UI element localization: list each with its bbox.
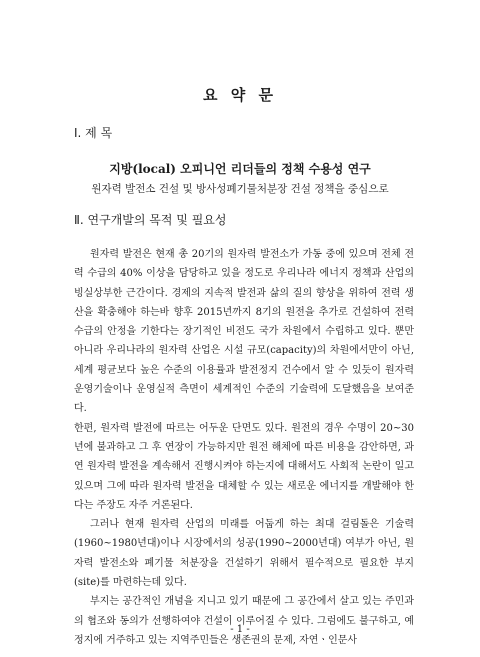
study-subtitle: 원자력 발전소 건설 및 방사성폐기물처분장 건설 정책을 중심으로 [91, 183, 389, 195]
paragraph-1: 원자력 발전은 현재 총 20기의 원자력 발전소가 가동 중에 있으며 전체 전력 수급의 40% 이상을 담당하고 있을 정도로 우리나라 에너지 정책과 산업의 빙실상부한 근간이다. 경제의 지속적 발전과 삶의 질의 향상을 위하여 전력 생산을 확충해야 하는바 향후 2015년까지 8기의 원전을 추가로 건설하여 전력수급의 안정을 기한다는 장기적인 비전도 국가 차원에서 수립하고 있다. 뿐만 아니라 우리나라의 원자력 산업은 시설 규모(capacity)의 차원에서만이 아닌, 세계 평균보다 높은 수준의 이용률과 발전정지 건수에서 알 수 있듯이 원자력 운영기술이나 운영실적 측면이 세계적인 수준의 기술력에 도달했음을 보여준다. [74, 249, 414, 415]
paragraph-2: 한편, 원자력 발전에 따르는 어두운 단면도 있다. 원전의 경우 수명이 20~30년에 불과하고 그 후 연장이 가능하지만 원전 해체에 따른 비용을 감안하면, 과연 원자력 발전을 계속해서 진행시켜야 하는지에 대해서도 사회적 논란이 일고 있으며 그에 따라 원자력 발전을 대체할 수 있는 새로운 에너지를 개발해야 한다는 주장도 자주 거론된다. [74, 422, 414, 511]
paragraph-4: 부지는 공간적인 개념을 지니고 있기 때문에 그 공간에서 살고 있는 주민과의 협조와 동의가 선행하여야 건설이 이루어질 수 있다. 그럼에도 불구하고, 예정지에 거주하고 있는 지역주민들은 생존권의 문제, 자연ㆍ인문사 [74, 596, 414, 646]
page-number: - 1 - [230, 624, 250, 635]
paragraph-3: 그러나 현재 원자력 산업의 미래를 어둡게 하는 최대 걸림돌은 기술력(1960~1980년대)이나 시장에서의 성공(1990~2000년대) 여부가 아닌, 원자력 발전소와 폐기물 처분장을 건설하기 위해서 필수적으로 필요한 부지(site)를 마련하는데 있다. [74, 519, 414, 589]
study-title: 지방(local) 오피니언 리더들의 정책 수용성 연구 [109, 162, 371, 176]
section-heading-purpose: Ⅱ. 연구개발의 목적 및 필요성 [74, 213, 227, 227]
section-heading-title: Ⅰ. 제 목 [74, 126, 113, 140]
document-title: 요 약 문 [203, 86, 277, 104]
body-text [74, 245, 414, 650]
